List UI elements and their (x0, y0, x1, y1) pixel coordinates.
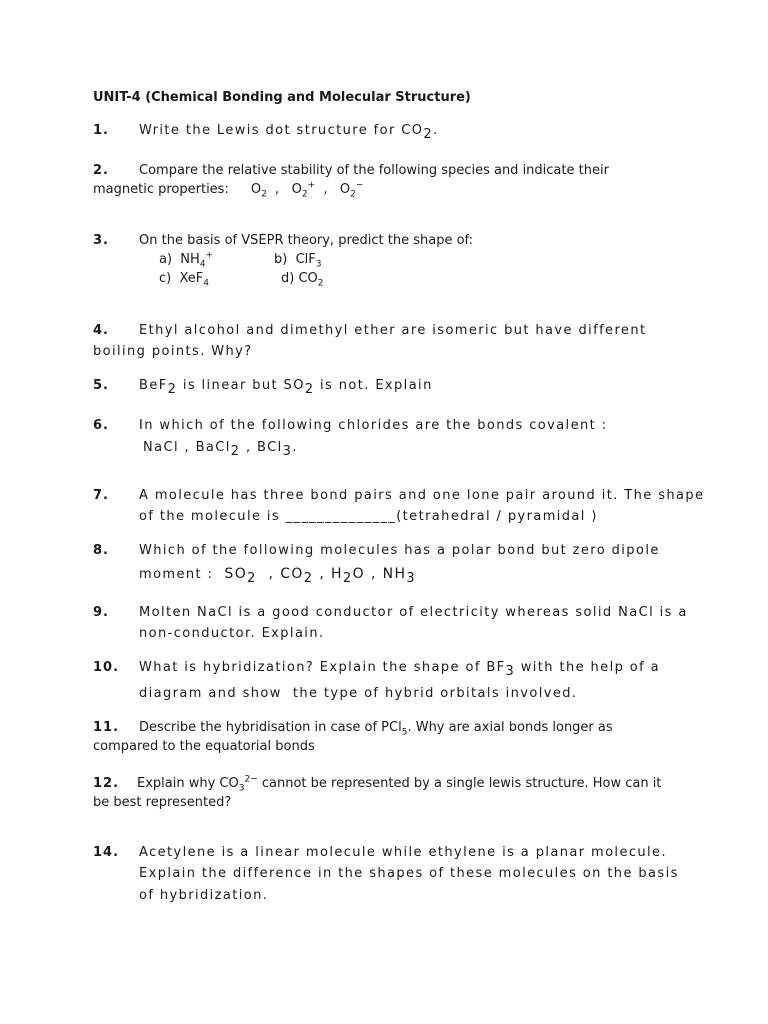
question-11: 11. Describe the hybridisation in case of PCl$_5$. Why are axial bonds longer as (93, 720, 613, 738)
option-a: a) $NH_4^+$ (159, 250, 214, 270)
question-text: A molecule has three bond pairs and one lone pair around it. The shape (139, 488, 705, 503)
question-1 (93, 123, 439, 142)
question-text: Write the Lewis dot structure for CO (139, 123, 424, 138)
question-10: 10. What is hybridization? Explain the shape of $BF_3$ with the help of a (93, 660, 660, 679)
question-10-line-2: diagram and show the type of hybrid orbitals involved. (139, 686, 578, 701)
question-text: On the basis of VSEPR theory, predict the shape of: (139, 233, 474, 248)
question-9 (93, 605, 688, 621)
question-7 (93, 488, 704, 504)
question-text-end: . (433, 123, 439, 138)
question-text: magnetic properties: (93, 182, 229, 197)
question-8-line-2: moment : $SO_2$ , $CO_2$ , $H_2O$ , $NH_3$ (139, 566, 417, 586)
question-number: 14. (93, 845, 120, 860)
species-o2-minus: $O_2^-$ (339, 180, 364, 200)
question-14 (93, 845, 667, 861)
question-6 (93, 418, 607, 434)
question-number: 2. (93, 163, 109, 178)
option-b: b) ClF$_3$ (274, 252, 322, 270)
species-o2-plus: $O_2^+$ (291, 180, 316, 200)
subscript: 2 (423, 127, 434, 142)
question-number: 6. (93, 418, 109, 433)
question-number: 4. (93, 323, 109, 338)
option-d: d) $CO_2$ (281, 271, 324, 289)
question-number: 5. (93, 378, 109, 393)
question-number: 12. (93, 776, 120, 791)
question-number: 11. (93, 720, 120, 735)
question-number: 1. (93, 123, 109, 138)
question-4 (93, 323, 646, 339)
question-4-line-2: boiling points. Why? (93, 344, 253, 359)
question-12: 12. Explain why $CO_3^{2-}$ cannot be represented by a single lewis structure. How can it (93, 774, 662, 794)
question-12-line-2: be best represented? (93, 795, 232, 810)
question-text: Which of the following molecules has a polar bond but zero dipole (139, 543, 660, 558)
question-number: 8. (93, 543, 109, 558)
question-3 (93, 233, 473, 249)
question-text: Molten NaCl is a good conductor of electricity whereas solid NaCl is a (139, 605, 688, 620)
question-2-line-2: magnetic properties: $O_2$ , $O_2^+$ , $O_2^-$ (93, 180, 364, 200)
question-number: 9. (93, 605, 109, 620)
question-number: 7. (93, 488, 109, 503)
question-2 (93, 163, 609, 179)
question-text: In which of the following chlorides are the bonds covalent : (139, 418, 608, 433)
species-o2: $O_2$ (250, 182, 267, 200)
question-8 (93, 543, 660, 559)
question-11-line-2: compared to the equatorial bonds (93, 739, 315, 754)
question-text: Acetylene is a linear molecule while ethylene is a planar molecule. (139, 845, 667, 860)
option-c: c) XeF$_4$ (159, 271, 210, 289)
question-number: 10. (93, 660, 120, 675)
question-9-line-2: non-conductor. Explain. (139, 626, 325, 641)
question-7-line-2: of the molecule is ______________(tetrahedral / pyramidal ) (139, 509, 598, 524)
question-14-line-2: Explain the difference in the shapes of these molecules on the basis (139, 866, 679, 881)
question-number: 3. (93, 233, 109, 248)
question-text: Ethyl alcohol and dimethyl ether are isomeric but have different (139, 323, 647, 338)
question-6-line-2: NaCl , BaCl$_2$ , BCl$_3$. (143, 440, 298, 459)
page-title: UNIT-4 (Chemical Bonding and Molecular Structure) (93, 90, 471, 105)
question-5: 5. BeF$_2$ is linear but $SO_2$ is not. Explain (93, 378, 433, 397)
question-text: Compare the relative stability of the following species and indicate their (139, 163, 609, 178)
question-14-line-3: of hybridization. (139, 888, 269, 903)
